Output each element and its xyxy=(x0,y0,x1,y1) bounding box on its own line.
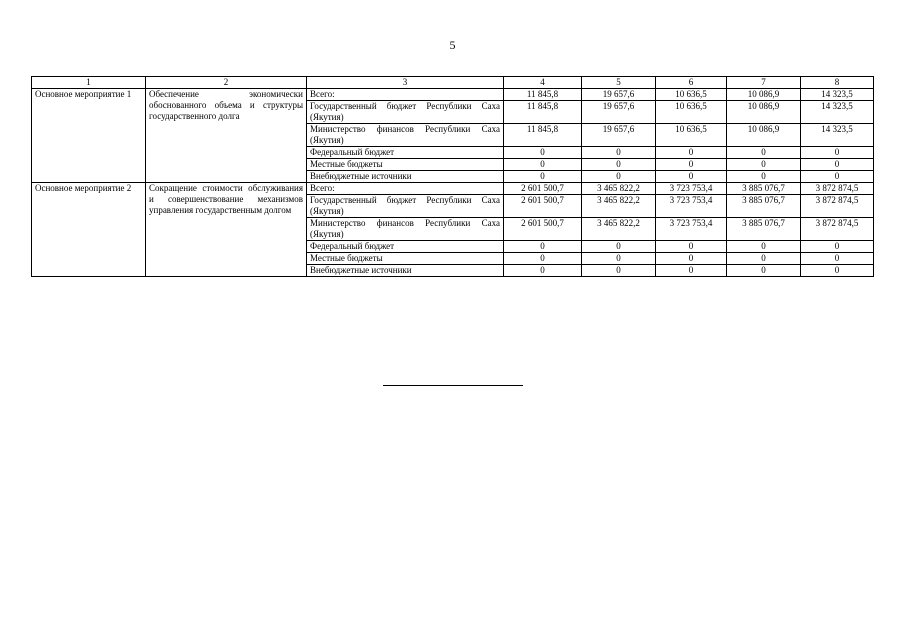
funding-source: Государственный бюджет Республики Саха (Якутия) xyxy=(307,101,504,124)
value-cell: 3 872 874,5 xyxy=(801,195,874,218)
value-cell: 0 xyxy=(504,171,582,183)
value-cell: 3 885 076,7 xyxy=(727,195,801,218)
value-cell: 3 885 076,7 xyxy=(727,183,801,195)
value-cell: 0 xyxy=(504,159,582,171)
value-cell: 3 465 822,2 xyxy=(582,183,656,195)
value-cell: 2 601 500,7 xyxy=(504,195,582,218)
value-cell: 10 086,9 xyxy=(727,101,801,124)
funding-source: Всего: xyxy=(307,183,504,195)
funding-source: Местные бюджеты xyxy=(307,253,504,265)
value-cell: 0 xyxy=(656,147,727,159)
value-cell: 0 xyxy=(582,241,656,253)
value-cell: 3 723 753,4 xyxy=(656,183,727,195)
value-cell: 0 xyxy=(582,171,656,183)
value-cell: 0 xyxy=(504,265,582,277)
measure-name: Основное мероприятие 2 xyxy=(32,183,146,277)
value-cell: 0 xyxy=(801,265,874,277)
value-cell: 10 636,5 xyxy=(656,124,727,147)
value-cell: 0 xyxy=(801,171,874,183)
value-cell: 10 636,5 xyxy=(656,101,727,124)
budget-table xyxy=(31,76,874,277)
header-row xyxy=(32,77,874,89)
value-cell: 0 xyxy=(727,171,801,183)
value-cell: 0 xyxy=(801,147,874,159)
value-cell: 0 xyxy=(504,253,582,265)
column-number: 1 xyxy=(32,77,146,89)
value-cell: 0 xyxy=(582,253,656,265)
value-cell: 19 657,6 xyxy=(582,101,656,124)
table-row xyxy=(32,183,874,195)
value-cell: 19 657,6 xyxy=(582,89,656,101)
column-number: 8 xyxy=(801,77,874,89)
value-cell: 0 xyxy=(504,241,582,253)
value-cell: 19 657,6 xyxy=(582,124,656,147)
value-cell: 2 601 500,7 xyxy=(504,218,582,241)
value-cell: 10 086,9 xyxy=(727,124,801,147)
column-number: 4 xyxy=(504,77,582,89)
funding-source: Государственный бюджет Республики Саха (Якутия) xyxy=(307,195,504,218)
value-cell: 0 xyxy=(582,265,656,277)
value-cell: 0 xyxy=(656,159,727,171)
funding-source: Местные бюджеты xyxy=(307,159,504,171)
page-number: 5 xyxy=(449,38,456,52)
value-cell: 11 845,8 xyxy=(504,101,582,124)
funding-source: Всего: xyxy=(307,89,504,101)
measure-description: Сокращение стоимости обслуживания и совершенствование механизмов управления государственным долгом xyxy=(146,183,307,277)
value-cell: 10 086,9 xyxy=(727,89,801,101)
value-cell: 0 xyxy=(801,159,874,171)
value-cell: 0 xyxy=(582,147,656,159)
value-cell: 3 723 753,4 xyxy=(656,218,727,241)
funding-source: Федеральный бюджет xyxy=(307,147,504,159)
value-cell: 0 xyxy=(727,147,801,159)
value-cell: 0 xyxy=(656,171,727,183)
value-cell: 0 xyxy=(727,241,801,253)
table-row xyxy=(32,89,874,101)
value-cell: 0 xyxy=(656,253,727,265)
column-number: 5 xyxy=(582,77,656,89)
value-cell: 3 465 822,2 xyxy=(582,195,656,218)
value-cell: 0 xyxy=(801,241,874,253)
value-cell: 11 845,8 xyxy=(504,89,582,101)
value-cell: 0 xyxy=(801,253,874,265)
funding-source: Министерство финансов Республики Саха (Якутия) xyxy=(307,124,504,147)
value-cell: 3 885 076,7 xyxy=(727,218,801,241)
separator-line xyxy=(383,385,523,386)
value-cell: 10 636,5 xyxy=(656,89,727,101)
column-number: 7 xyxy=(727,77,801,89)
measure-description: Обеспечение экономически обоснованного объема и структуры государственного долга xyxy=(146,89,307,183)
value-cell: 14 323,5 xyxy=(801,124,874,147)
column-number: 2 xyxy=(146,77,307,89)
value-cell: 3 872 874,5 xyxy=(801,218,874,241)
value-cell: 2 601 500,7 xyxy=(504,183,582,195)
value-cell: 0 xyxy=(727,159,801,171)
value-cell: 0 xyxy=(504,147,582,159)
value-cell: 0 xyxy=(582,159,656,171)
measure-name: Основное мероприятие 1 xyxy=(32,89,146,183)
funding-source: Внебюджетные источники xyxy=(307,265,504,277)
value-cell: 11 845,8 xyxy=(504,124,582,147)
funding-source: Внебюджетные источники xyxy=(307,171,504,183)
column-number: 6 xyxy=(656,77,727,89)
value-cell: 3 465 822,2 xyxy=(582,218,656,241)
value-cell: 3 872 874,5 xyxy=(801,183,874,195)
funding-source: Федеральный бюджет xyxy=(307,241,504,253)
column-number: 3 xyxy=(307,77,504,89)
value-cell: 14 323,5 xyxy=(801,101,874,124)
value-cell: 0 xyxy=(727,253,801,265)
value-cell: 3 723 753,4 xyxy=(656,195,727,218)
value-cell: 14 323,5 xyxy=(801,89,874,101)
value-cell: 0 xyxy=(727,265,801,277)
funding-source: Министерство финансов Республики Саха (Якутия) xyxy=(307,218,504,241)
value-cell: 0 xyxy=(656,241,727,253)
value-cell: 0 xyxy=(656,265,727,277)
